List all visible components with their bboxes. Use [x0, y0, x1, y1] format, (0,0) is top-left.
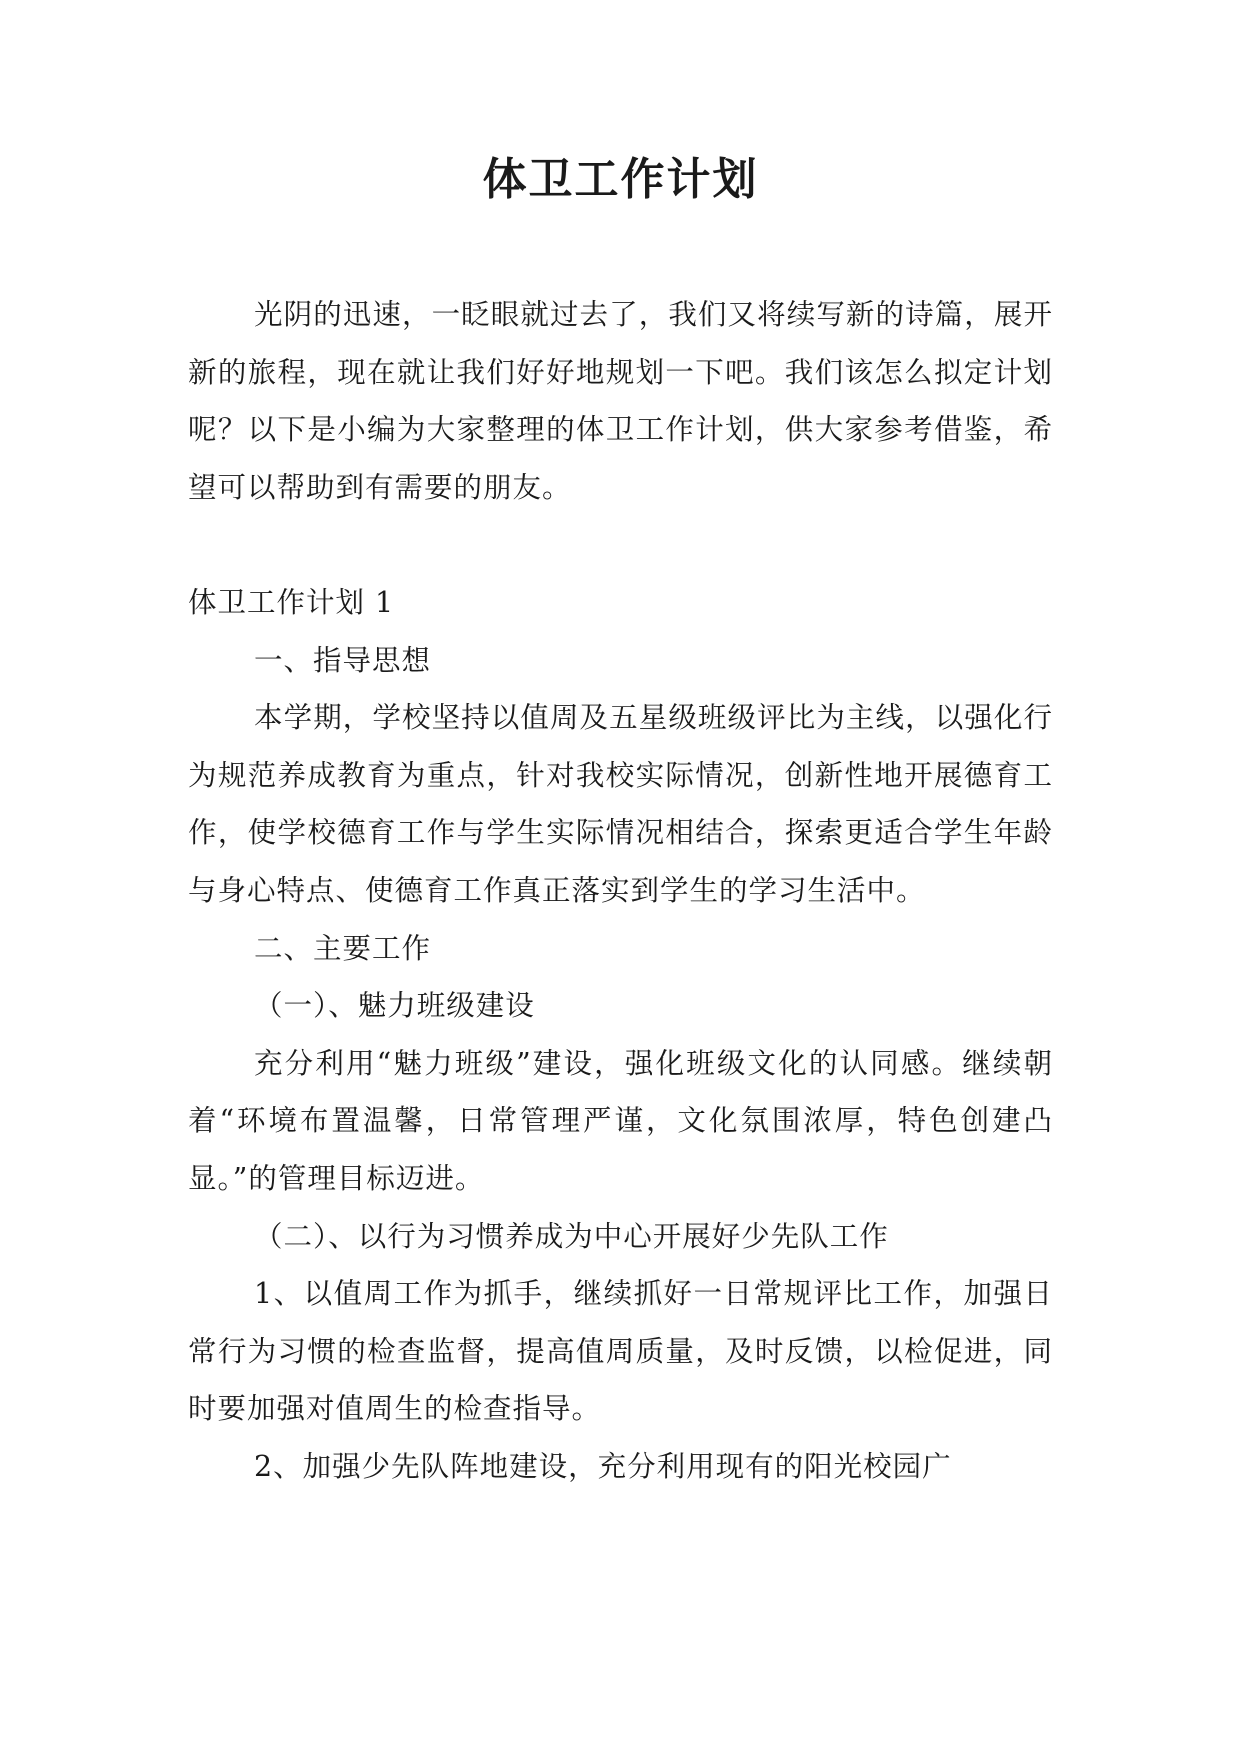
section-title: 体卫工作计划 1	[188, 585, 395, 619]
sub-heading-charm-class: （一）、魅力班级建设	[254, 989, 535, 1023]
list-item: 2、加强少先队阵地建设，充分利用现有的阳光校园广	[254, 1449, 952, 1483]
document-body	[188, 286, 1053, 1495]
paragraph-gap	[188, 516, 1053, 574]
charm-class-paragraph: 充分利用“魅力班级”建设，强化班级文化的认同感。继续朝着“环境布置温馨，日常管理严谨，文化氛围浓厚，特色创建凸显。”的管理目标迈进。	[188, 1046, 1053, 1195]
document-title: 体卫工作计划	[482, 154, 759, 205]
sub-heading-young-pioneers: （二）、以行为习惯养成为中心开展好少先队工作	[254, 1219, 889, 1253]
list-item: 1、以值周工作为抓手，继续抓好一日常规评比工作，加强日常行为习惯的检查监督，提高值周质量，及时反馈，以检促进，同时要加强对值周生的检查指导。	[188, 1277, 1053, 1426]
intro-paragraph: 光阴的迅速，一眨眼就过去了，我们又将续写新的诗篇，展开新的旅程，现在就让我们好好地规划一下吧。我们该怎么拟定计划呢？以下是小编为大家整理的体卫工作计划，供大家参考借鉴，希望可以帮助到有需要的朋友。	[188, 298, 1053, 504]
heading-main-work: 二、主要工作	[254, 931, 432, 965]
guiding-ideology-paragraph: 本学期，学校坚持以值周及五星级班级评比为主线，以强化行为规范养成教育为重点，针对我校实际情况，创新性地开展德育工作，使学校德育工作与学生实际情况相结合，探索更适合学生年龄与身心特点、使德育工作真正落实到学生的学习生活中。	[188, 701, 1053, 907]
heading-guiding-ideology: 一、指导思想	[254, 643, 432, 677]
